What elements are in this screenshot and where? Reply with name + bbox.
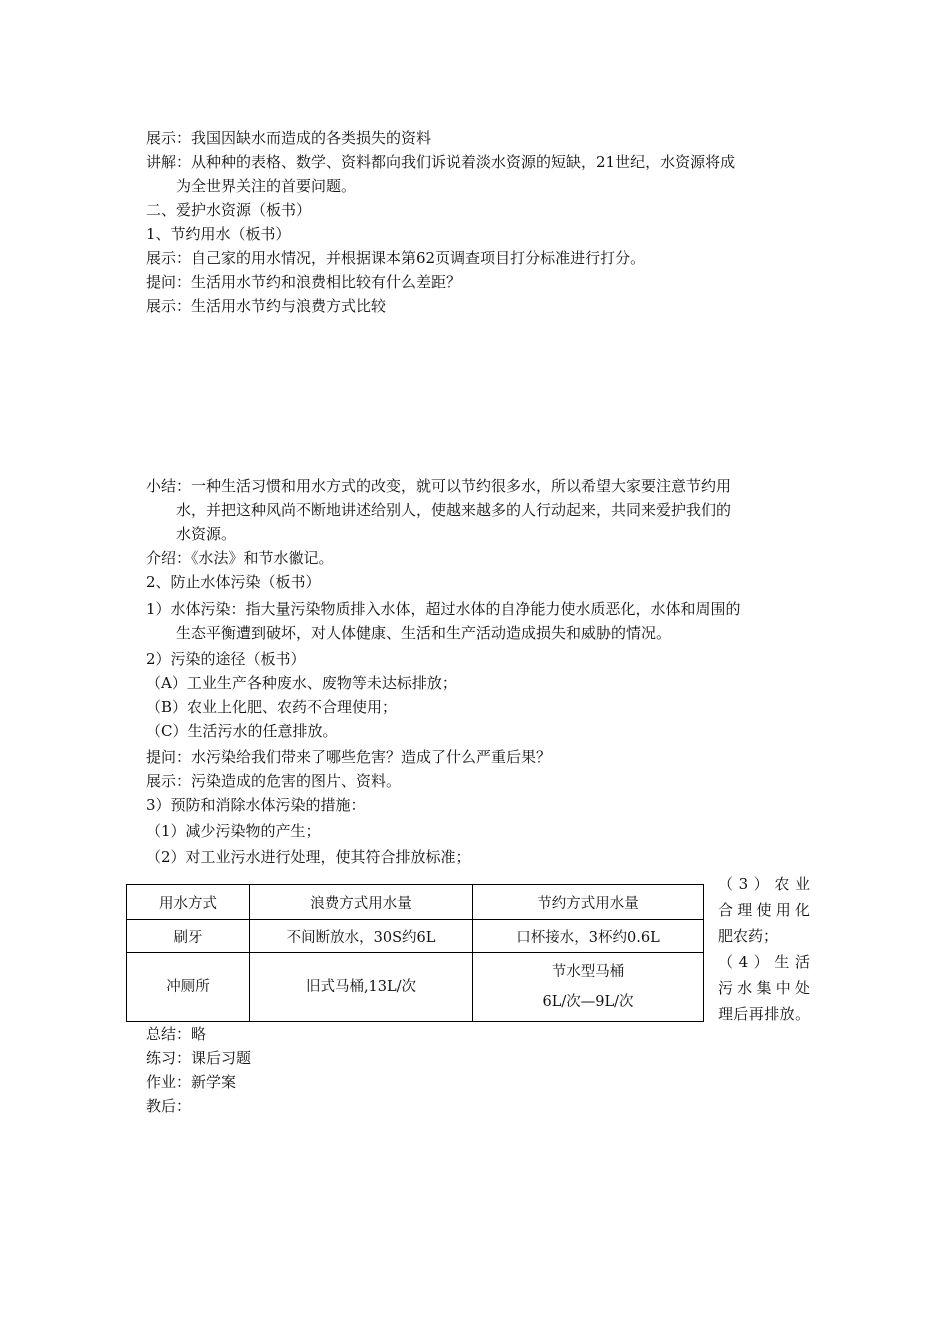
section-heading: 3）预防和消除水体污染的措施： [146,796,366,814]
side-note-line: 理后再排放。 [718,1005,810,1023]
text-line: 1）水体污染：指大量污染物质排入水体，超过水体的自净能力使水质恶化，水体和周围的 [146,600,741,618]
table-header: 用水方式 [127,885,250,920]
section-heading: 2）污染的途径（板书） [146,650,306,668]
table-cell: 旧式马桶,13L/次 [250,953,473,1022]
text-line: 水，并把这种风尚不断地讲述给别人，使越来越多的人行动起来，共同来爱护我们的 [176,501,732,519]
table-cell-line: 节水型马桶 [551,964,625,980]
section-heading: 1、节约用水（板书） [146,225,291,243]
list-item: （A）工业生产各种废水、废物等未达标排放； [146,674,457,692]
text-line: 小结：一种生活习惯和用水方式的改变，就可以节约很多水，所以希望大家要注意节约用 [146,477,732,495]
text-line: 展示：自己家的用水情况，并根据课本第62页调查项目打分标准进行打分。 [146,249,646,267]
water-usage-table [126,884,704,1022]
side-note-line: （3）农业 [718,875,810,893]
text-line: 展示：我国因缺水而造成的各类损失的资料 [146,129,432,147]
table-cell: 冲厕所 [127,953,250,1022]
table-cell-line: 6L/次—9L/次 [542,994,634,1010]
table-header: 节约方式用水量 [473,885,704,920]
section-heading: 二、爱护水资源（板书） [146,201,312,219]
text-line: 展示：污染造成的危害的图片、资料。 [146,772,402,790]
section-heading: 2、防止水体污染（板书） [146,573,321,591]
table-cell: 刷牙 [127,920,250,953]
text-line: 为全世界关注的首要问题。 [176,177,357,195]
table-row [127,953,704,1022]
table-row [127,920,704,953]
text-line: 教后： [146,1097,192,1115]
list-item: （1）减少污染物的产生； [146,822,321,840]
side-note-line: 合理使用化 [718,901,810,919]
text-line: 展示：生活用水节约与浪费方式比较 [146,297,387,315]
text-line: 介绍：《水法》和节水徽记。 [146,549,334,567]
text-line: 总结：略 [146,1025,207,1043]
text-line: 练习：课后习题 [146,1049,252,1067]
table-cell [473,953,704,1022]
list-item: （B）农业上化肥、农药不合理使用； [146,698,398,716]
text-line: 作业：新学案 [146,1073,237,1091]
side-note-line: 肥农药； [718,927,779,945]
text-line: 讲解：从种种的表格、数学、资料都向我们诉说着淡水资源的短缺，21世纪，水资源将成 [146,153,736,171]
side-note-line: （4）生活 [718,953,810,971]
text-line: 生态平衡遭到破坏，对人体健康、生活和生产活动造成损失和威胁的情况。 [176,624,672,642]
table-header-row [127,885,704,920]
text-line: 水资源。 [176,525,237,543]
table-header: 浪费方式用水量 [250,885,473,920]
list-item: （2）对工业污水进行处理，使其符合排放标准； [146,848,471,866]
text-line: 提问：水污染给我们带来了哪些危害？造成了什么严重后果？ [146,748,552,766]
table-cell: 不间断放水，30S约6L [250,920,473,953]
side-note-line: 污水集中处 [718,979,810,997]
list-item: （C）生活污水的任意排放。 [146,722,338,740]
table-cell: 口杯接水，3杯约0.6L [473,920,704,953]
text-line: 提问：生活用水节约和浪费相比较有什么差距？ [146,273,462,291]
side-note [718,871,810,1027]
